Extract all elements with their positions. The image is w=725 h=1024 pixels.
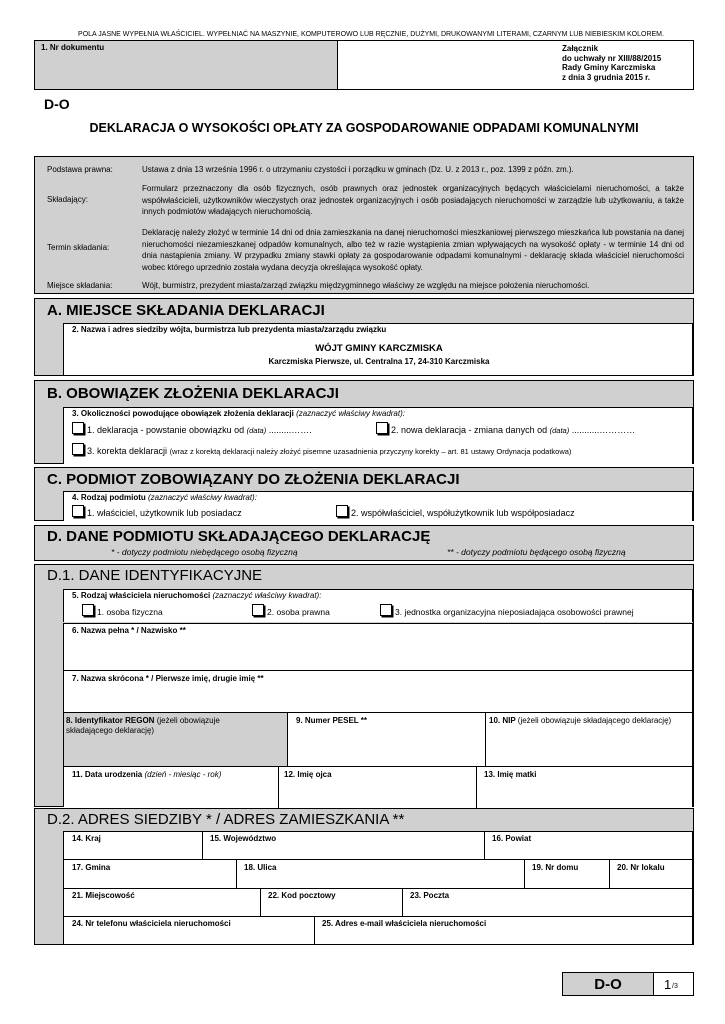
address-grid <box>63 831 693 945</box>
field-3 <box>63 407 693 464</box>
field-10-hint: (jeżeli obowiązuje składającego deklarację) <box>517 716 672 725</box>
field-8-label: 8. Identyfikator REGON <box>66 716 155 725</box>
attachment-line: do uchwały nr XIII/88/2015 <box>562 53 662 63</box>
checkbox-correction[interactable] <box>72 443 84 455</box>
info-block <box>34 156 694 294</box>
checkbox-new-obligation[interactable] <box>72 422 84 434</box>
field-5-label: 5. Rodzaj właściciela nieruchomości <box>72 591 211 600</box>
option-label: 2. współwłaściciel, współużytkownik lub współposiadacz <box>351 508 575 518</box>
field-14-label: 14. Kraj <box>72 834 101 843</box>
section-d-title: D. DANE PODMIOTU SKŁADAJĄCEGO DEKLARACJĘ <box>47 528 431 545</box>
checkbox-natural-person[interactable] <box>82 604 94 616</box>
field-5-hint: (zaznaczyć właściwy kwadrat): <box>212 591 322 600</box>
field-8 <box>63 712 287 766</box>
field-6[interactable] <box>63 623 693 670</box>
field-9[interactable] <box>287 712 485 766</box>
row-ids <box>63 712 693 766</box>
section-a-title: A. MIEJSCE SKŁADANIA DEKLARACJI <box>47 302 325 319</box>
attachment-line: Rady Gminy Karczmiska <box>562 63 656 72</box>
option-label: 3. korekta deklaracji <box>87 446 168 456</box>
field-23-label: 23. Poczta <box>410 891 450 900</box>
section-c <box>34 467 694 521</box>
field-4 <box>63 491 693 521</box>
field-24-label: 24. Nr telefonu właściciela nieruchomości <box>72 919 231 928</box>
section-b <box>34 380 694 464</box>
section-d2 <box>34 808 694 945</box>
section-d <box>34 525 694 561</box>
option-legal-person[interactable] <box>252 604 330 617</box>
submitter-text: Formularz przeznaczony dla osób fizycznych, osób prawnych oraz jednostek organizacyjnych będących właścicielami nieruchomości, a także współwłaścicieli, użytkowników wieczystych oraz jednostek organizacyjnych i osób posiadających nieruchomości w zarządzie lub użytkowaniu, a także innych podmiotów władających nieruchomością. <box>142 184 684 216</box>
field-4-label: 4. Rodzaj podmiotu <box>72 493 146 502</box>
field-5 <box>63 589 693 622</box>
section-c-title: C. PODMIOT ZOBOWIĄZANY DO ZŁOŻENIA DEKLARACJI <box>47 471 460 488</box>
doc-number-box <box>34 40 338 90</box>
deadline-label: Termin składania: <box>47 243 110 252</box>
footer-code: D-O <box>594 976 622 993</box>
field-10[interactable] <box>485 712 693 766</box>
field-19-label: 19. Nr domu <box>532 863 579 872</box>
option-label: 2. osoba prawna <box>267 607 330 617</box>
row-birth <box>63 766 693 807</box>
field-3-label: 3. Okoliczności powodujące obowiązek złożenia deklaracji <box>72 409 294 418</box>
legal-basis-text: Ustawa z dnia 13 września 1996 r. o utrzymaniu czystości i porządku w gminach (Dz. U. z 2013 r., poz. 1399 z późn. zm.). <box>142 165 574 174</box>
field-22-label: 22. Kod pocztowy <box>268 891 336 900</box>
option-correction[interactable] <box>72 443 571 456</box>
field-10-label: 10. NIP <box>489 716 516 725</box>
field-15-label: 15. Województwo <box>210 834 277 843</box>
field-7-label: 7. Nazwa skrócona * / Pierwsze imię, drugie imię ** <box>72 674 264 683</box>
field-2-label: 2. Nazwa i adres siedziby wójta, burmistrza lub prezydenta miasta/zarządu związku <box>72 325 387 334</box>
note-non-natural: * - dotyczy podmiotu niebędącego osobą fizyczną <box>111 547 298 557</box>
field-6-label: 6. Nazwa pełna * / Nazwisko ** <box>72 626 186 635</box>
option-label: 3. jednostka organizacyjna nieposiadająca osobowości prawnej <box>395 607 634 617</box>
form-code: D-O <box>44 96 70 112</box>
option-change-data[interactable] <box>376 422 635 435</box>
section-d1-title: D.1. DANE IDENTYFIKACYJNE <box>47 567 263 584</box>
submitter-label: Składający: <box>47 195 88 204</box>
field-16-label: 16. Powiat <box>492 834 532 843</box>
authority-name: WÓJT GMINY KARCZMISKA <box>315 343 443 354</box>
field-18-label: 18. Ulica <box>244 863 277 872</box>
option-new-obligation[interactable] <box>72 422 312 435</box>
field-20-label: 20. Nr lokalu <box>617 863 665 872</box>
page-number: 1 <box>664 977 672 992</box>
field-13-label: 13. Imię matki <box>484 770 537 779</box>
option-dots: .........……. <box>266 425 312 435</box>
place-text: Wójt, burmistrz, prezydent miasta/zarząd związku międzygminnego właściwy ze względu na miejsce położenia nieruchomości. <box>142 281 590 290</box>
field-12-label: 12. Imię ojca <box>284 770 332 779</box>
option-label: 1. właściciel, użytkownik lub posiadacz <box>87 508 242 518</box>
option-label: 1. osoba fizyczna <box>97 607 163 617</box>
deadline-text: Deklarację należy złożyć w terminie 14 dni od dnia zamieszkania na danej nieruchomości mieszkaniowej pierwszego mieszkańca lub powstania na danej nieruchomości niezamieszkanej odpadów komunalnych, albo też w razie wystąpienia zmian wpływających na wysokość opłaty - w terminie 14 dni od dnia nastąpienia zmiany. W przypadku zmiany stawki opłaty za gospodarowanie odpadami komunalnymi - deklarację składa właściciel nieruchomości wobec którego uprzednio została wydana decyzja określająca wysokość opłaty. <box>142 228 684 272</box>
section-a <box>34 298 694 376</box>
page-number-box <box>654 972 694 996</box>
attachment-box <box>338 40 694 90</box>
option-owner[interactable] <box>72 505 242 518</box>
option-hint: (data) <box>246 426 267 435</box>
section-d1 <box>34 564 694 807</box>
option-note: (wraz z korektą deklaracji należy złożyć pisemne uzasadnienia przyczyny korekty – art. 81 ustawy Ordynacja podatkowa) <box>169 447 572 456</box>
field-4-hint: (zaznaczyć właściwy kwadrat): <box>148 493 257 502</box>
option-dots: ...........………… <box>569 425 636 435</box>
checkbox-co-owner[interactable] <box>336 505 348 517</box>
field-11-label <box>72 770 221 779</box>
option-org-unit[interactable] <box>380 604 634 617</box>
field-3-hint: (zaznaczyć właściwy kwadrat): <box>296 409 405 418</box>
section-b-title: B. OBOWIĄZEK ZŁOŻENIA DEKLARACJI <box>47 385 339 402</box>
option-co-owner[interactable] <box>336 505 575 518</box>
field-21-label: 21. Miejscowość <box>72 891 135 900</box>
note-natural: ** - dotyczy podmiotu będącego osobą fizyczną <box>447 547 626 557</box>
doc-number-label: 1. Nr dokumentu <box>41 43 105 52</box>
authority-address: Karczmiska Pierwsze, ul. Centralna 17, 24-310 Karczmiska <box>268 357 490 366</box>
attachment-note <box>562 44 661 82</box>
footer-code-box <box>562 972 654 996</box>
field-11-text: 11. Data urodzenia <box>72 770 143 779</box>
attachment-line: Załącznik <box>562 44 599 53</box>
legal-basis-label: Podstawa prawna: <box>47 165 113 174</box>
option-label: 1. deklaracja - powstanie obowiązku od <box>87 425 245 435</box>
field-25-label: 25. Adres e-mail właściciela nieruchomości <box>322 919 487 928</box>
field-9-label: 9. Numer PESEL ** <box>296 716 367 725</box>
fill-instructions: POLA JASNE WYPEŁNIA WŁAŚCICIEL. WYPEŁNIAĆ NA MASZYNIE, KOMPUTEROWO LUB RĘCZNIE, DUŻYMI, DRUKOWANYMI LITERAMI, CZARNYM LUB NIEBIESKIM KOLOREM. <box>78 31 664 38</box>
field-17-label: 17. Gmina <box>72 863 111 872</box>
section-d2-title: D.2. ADRES SIEDZIBY * / ADRES ZAMIESZKANIA ** <box>47 811 405 828</box>
option-hint: (data) <box>549 426 570 435</box>
place-label: Miejsce składania: <box>47 281 113 290</box>
page-total: /3 <box>672 983 678 990</box>
field-8-hint: (jeżeli obowiązuje składającego deklarację) <box>66 716 220 735</box>
option-label: 2. nowa deklaracja - zmiana danych od <box>391 425 548 435</box>
checkbox-owner[interactable] <box>72 505 84 517</box>
attachment-line: z dnia 3 grudnia 2015 r. <box>562 72 651 82</box>
field-7[interactable] <box>63 670 693 712</box>
field-11-hint: (dzień - miesiąc - rok) <box>144 770 222 779</box>
checkbox-legal-person[interactable] <box>252 604 264 616</box>
checkbox-change-data[interactable] <box>376 422 388 434</box>
field-2 <box>63 323 693 375</box>
form-title: DEKLARACJA O WYSOKOŚCI OPŁATY ZA GOSPODAROWANIE ODPADAMI KOMUNALNYMI <box>89 121 639 135</box>
checkbox-org-unit[interactable] <box>380 604 392 616</box>
option-natural-person[interactable] <box>82 604 163 617</box>
